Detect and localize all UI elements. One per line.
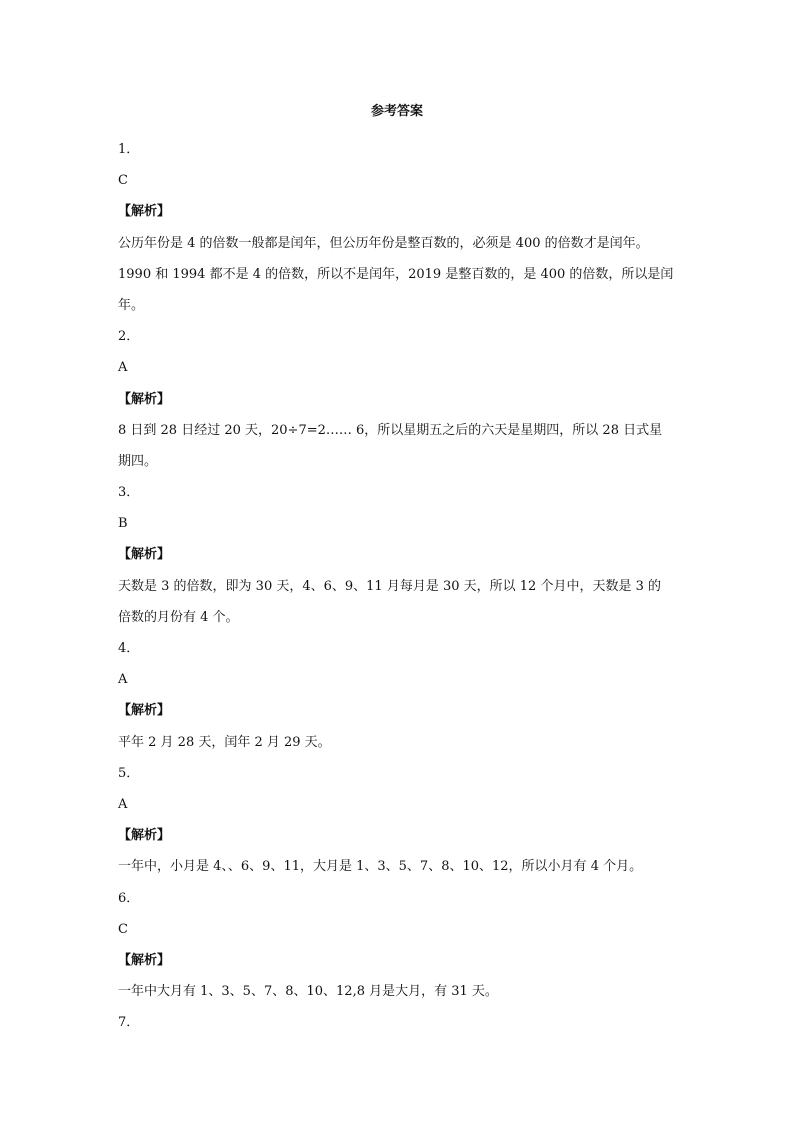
answer-item-1: [118, 134, 688, 321]
answer-choice: A: [118, 796, 128, 812]
analysis-label: 【解析】: [118, 391, 171, 407]
question-number: 2．: [118, 329, 140, 345]
page-title: 参考答案: [370, 104, 423, 119]
answer-choice: C: [118, 921, 128, 937]
analysis-label: 【解析】: [118, 204, 171, 220]
answer-item-6: [118, 883, 688, 1008]
question-number: 4．: [118, 641, 140, 656]
question-number: 5．: [118, 765, 140, 781]
analysis-text: 公历年份是 4 的倍数一般都是闰年，但公历年份是整百数的，必须是 400 的倍数才是闰年。: [118, 235, 649, 251]
analysis-text: 一年中大月有 1、3、5、7、8、10、12,8 月是大月，有 31 天。: [118, 984, 498, 1000]
answer-item-3: [118, 477, 688, 633]
question-number: 7．: [118, 1015, 140, 1031]
question-number: 3．: [118, 485, 140, 501]
answer-item-2: [118, 321, 688, 477]
question-number: 6．: [118, 890, 140, 906]
question-number: 1．: [118, 142, 140, 157]
analysis-text: 期四。: [118, 453, 158, 469]
answer-choice: C: [118, 173, 128, 189]
analysis-label: 【解析】: [118, 547, 171, 563]
answer-choice: A: [118, 672, 128, 688]
analysis-text: 1990 和 1994 都不是 4 的倍数，所以不是闰年，2019 是整百数的，是 400 的倍数，所以是闰: [118, 266, 674, 282]
analysis-text: 天数是 3 的倍数，即为 30 天，4、6、9、11 月每月是 30 天，所以 12 个月中，天数是 3 的: [118, 578, 661, 594]
analysis-label: 【解析】: [118, 828, 171, 844]
analysis-label: 【解析】: [118, 952, 171, 968]
answer-item-7: [118, 1007, 688, 1038]
analysis-text: 8 日到 28 日经过 20 天，20÷7=2…… 6，所以星期五之后的六天是星期四，所以 28 日式星: [118, 422, 663, 438]
answer-choice: B: [118, 516, 128, 532]
analysis-text: 年。: [118, 297, 145, 313]
analysis-text: 平年 2 月 28 天，闰年 2 月 29 天。: [118, 734, 331, 750]
answer-choice: A: [118, 360, 128, 376]
analysis-text: 一年中，小月是 4、、6、9、11，大月是 1、3、5、7、8、10、12，所以小月有 4 个月。: [118, 859, 643, 875]
analysis-label: 【解析】: [118, 703, 171, 719]
answer-item-4: [118, 633, 688, 758]
answer-item-5: [118, 758, 688, 883]
analysis-text: 倍数的月份有 4 个。: [118, 609, 239, 625]
answer-content: [118, 134, 688, 1038]
